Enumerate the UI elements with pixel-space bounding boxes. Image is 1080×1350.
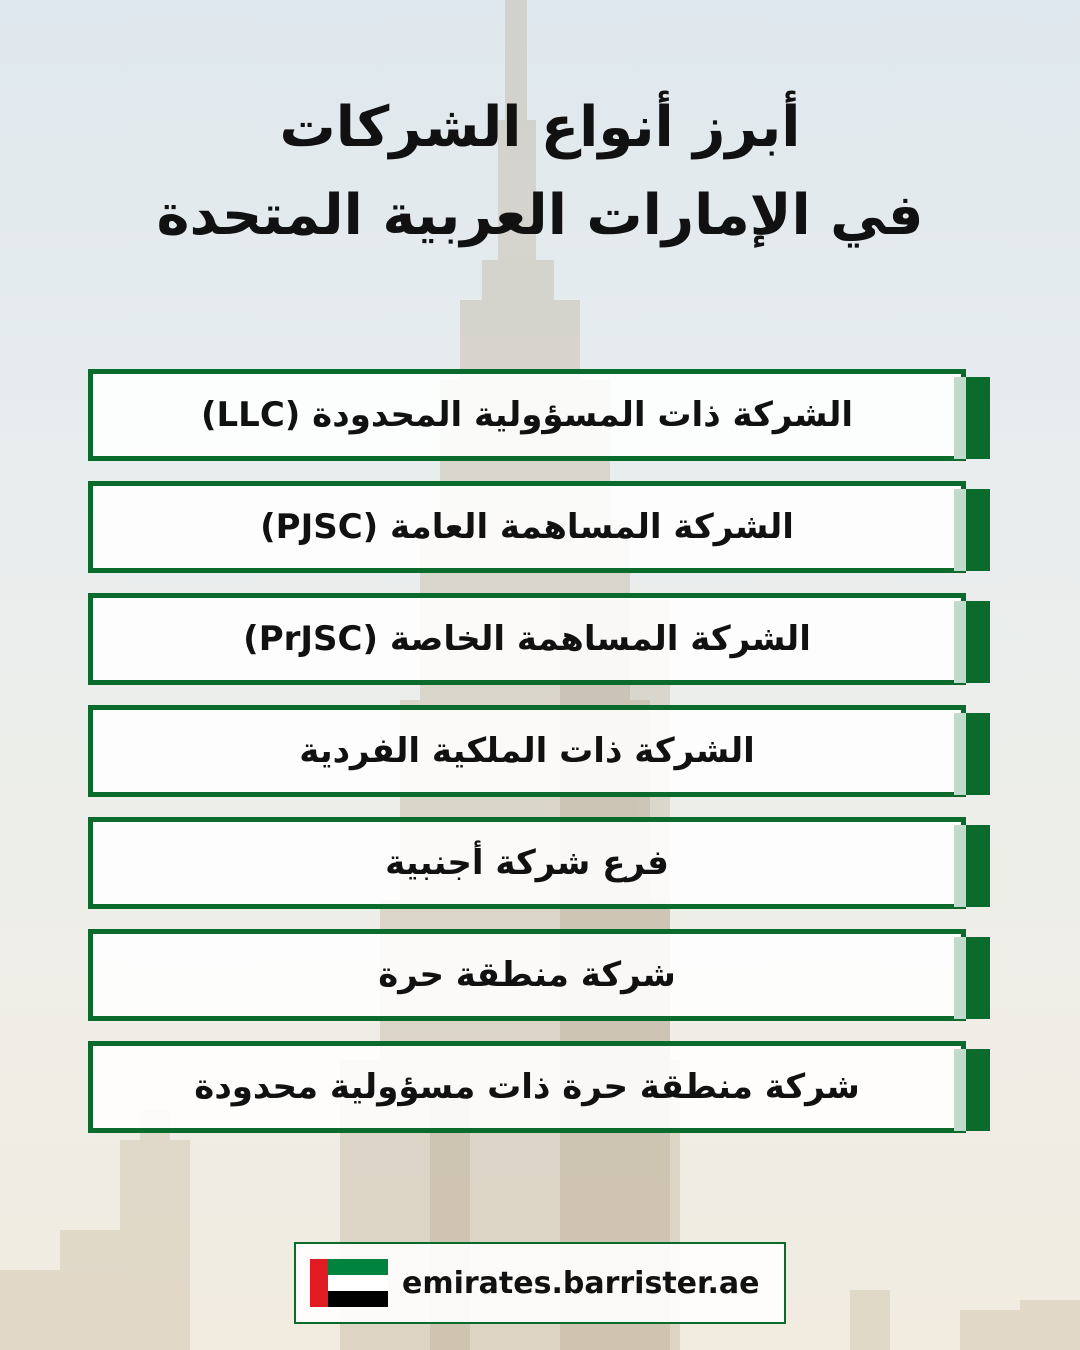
- item-label: الشركة المساهمة الخاصة (PrJSC): [243, 619, 811, 659]
- item-label: الشركة المساهمة العامة (PJSC): [260, 507, 794, 547]
- list-item: [88, 929, 992, 1027]
- flag-white-stripe: [328, 1275, 388, 1291]
- website-link[interactable]: emirates.barrister.ae: [402, 1265, 760, 1301]
- company-types-list: [88, 369, 992, 1153]
- list-item: [88, 481, 992, 579]
- item-label: شركة منطقة حرة: [378, 955, 676, 995]
- list-item: [88, 593, 992, 691]
- item-label: الشركة ذات المسؤولية المحدودة (LLC): [200, 395, 854, 435]
- item-label: الشركة ذات الملكية الفردية: [299, 731, 755, 771]
- item-label: فرع شركة أجنبية: [385, 843, 669, 883]
- flag-green-stripe: [328, 1259, 388, 1275]
- list-item: [88, 817, 992, 915]
- website-footer-badge[interactable]: [294, 1242, 786, 1324]
- list-item: [88, 369, 992, 467]
- list-item: [88, 705, 992, 803]
- title-line-2: في الإمارات العربية المتحدة: [156, 183, 924, 248]
- item-label: شركة منطقة حرة ذات مسؤولية محدودة: [194, 1067, 860, 1107]
- title-line-1: أبرز أنواع الشركات: [279, 95, 801, 160]
- page-title: [0, 84, 1080, 260]
- flag-red-band: [310, 1259, 328, 1307]
- uae-flag-icon: [310, 1259, 388, 1307]
- list-item: [88, 1041, 992, 1139]
- flag-black-stripe: [328, 1291, 388, 1307]
